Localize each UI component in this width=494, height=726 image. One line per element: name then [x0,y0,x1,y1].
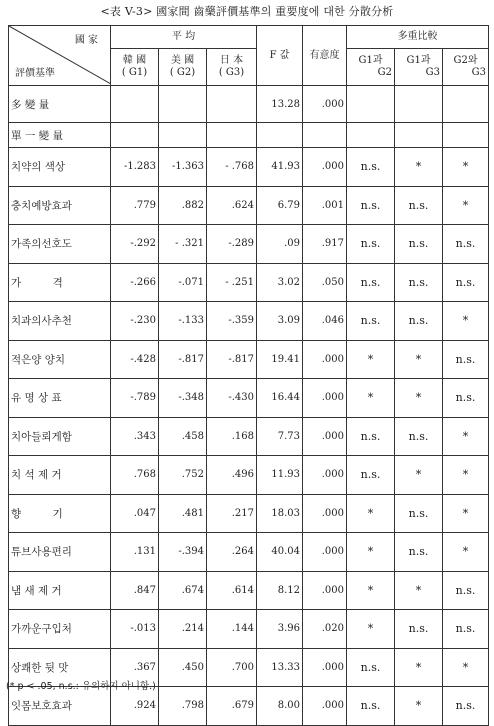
usa-value: .674 [159,571,207,610]
g2-g3-result: * [443,648,489,687]
japan-value: .700 [207,648,257,687]
table-row [9,263,489,302]
usa-value: .458 [159,417,207,456]
usa-header: 美 國 ( G2) [159,49,207,86]
row-label: 잇몸보호효과 [9,687,111,726]
f-value: 19.41 [257,340,303,379]
g1-g3-result: * [395,148,443,187]
g2-g3-result: n.s. [443,263,489,302]
g1-g2-result: * [347,494,395,533]
sig-value: .050 [303,263,347,302]
f-value: 40.04 [257,533,303,572]
g2-g3-result: n.s. [443,379,489,418]
korea-value: -.230 [111,302,159,341]
multivariate-sig: .000 [303,86,347,123]
g1-g3-result: n.s. [395,225,443,264]
f-value: 8.00 [257,687,303,726]
table-body [9,123,489,726]
korea-value: .343 [111,417,159,456]
table-row [9,571,489,610]
row-label: 튜브사용편리 [9,533,111,572]
table-row [9,148,489,187]
g1-g3-result: n.s. [395,417,443,456]
multi-compare-header: 多重比較 [347,26,489,49]
korea-value: -.428 [111,340,159,379]
g1-g3-result: n.s. [395,302,443,341]
g1-g2-result: * [347,610,395,649]
row-label: 가 격 [9,263,111,302]
korea-value: -.292 [111,225,159,264]
footnote: (* p < .05, n.s.: 유의하지 아니함.) [6,681,156,692]
korea-value: -.789 [111,379,159,418]
f-value: 3.09 [257,302,303,341]
significance-header: 有意度 [303,26,347,86]
g2-g3-header: G2와 G3 [443,49,489,86]
usa-value: .450 [159,648,207,687]
japan-value: .679 [207,687,257,726]
multivariate-label: 多 變 量 [9,86,111,123]
row-label: 치약의 색상 [9,148,111,187]
g1-g3-result: * [395,456,443,495]
criteria-axis-label: 評價基準 [15,68,55,79]
japan-value: .264 [207,533,257,572]
korea-value: .131 [111,533,159,572]
multivariate-f: 13.28 [257,86,303,123]
sig-value: .000 [303,148,347,187]
section-label: 單 一 變 量 [9,123,111,148]
korea-value: -.013 [111,610,159,649]
corner-header-cell [9,26,111,86]
japan-header: 日 本 ( G3) [207,49,257,86]
f-value: 3.02 [257,263,303,302]
japan-value: -.359 [207,302,257,341]
g2-g3-result: n.s. [443,225,489,264]
sig-value: .000 [303,571,347,610]
row-label: 가족의선호도 [9,225,111,264]
row-label: 치 석 제 거 [9,456,111,495]
japan-value: -.430 [207,379,257,418]
row-label: 향 기 [9,494,111,533]
japan-value: .144 [207,610,257,649]
table-row [9,610,489,649]
sig-value: .000 [303,379,347,418]
g1-g2-header: G1과 G2 [347,49,395,86]
g2-g3-result: n.s. [443,687,489,726]
sig-value: .001 [303,186,347,225]
average-group-header: 平 均 [111,26,257,49]
japan-value: .217 [207,494,257,533]
japan-value: - .251 [207,263,257,302]
g1-g3-result: n.s. [395,263,443,302]
table-row [9,456,489,495]
usa-value: - .321 [159,225,207,264]
anova-table [8,25,489,726]
table-row [9,379,489,418]
row-label: 충치예방효과 [9,186,111,225]
g2-g3-result: * [443,417,489,456]
table-row [9,417,489,456]
g1-g2-result: n.s. [347,225,395,264]
g2-g3-result: * [443,533,489,572]
f-value-header: F 값 [257,26,303,86]
sig-value: .000 [303,687,347,726]
korea-value: .367 [111,648,159,687]
usa-value: .798 [159,687,207,726]
japan-value: .168 [207,417,257,456]
japan-value: - .768 [207,148,257,187]
japan-value: .614 [207,571,257,610]
usa-value: .214 [159,610,207,649]
sig-value: .046 [303,302,347,341]
g1-g3-result: * [395,379,443,418]
table-row [9,186,489,225]
country-axis-label: 國 家 [74,35,98,46]
sig-value: .000 [303,533,347,572]
usa-value: -.394 [159,533,207,572]
g2-g3-result: * [443,456,489,495]
usa-value: -.071 [159,263,207,302]
f-value: 8.12 [257,571,303,610]
g2-g3-result: n.s. [443,571,489,610]
f-value: 7.73 [257,417,303,456]
g1-g3-header: G1과 G3 [395,49,443,86]
korea-value: .779 [111,186,159,225]
multivariate-row [9,86,489,123]
korea-value: -.266 [111,263,159,302]
row-label: 적은양 양치 [9,340,111,379]
g1-g3-result: n.s. [395,610,443,649]
row-label: 상쾌한 뒷 맛 [9,648,111,687]
f-value: 16.44 [257,379,303,418]
sig-value: .000 [303,417,347,456]
korea-value: .924 [111,687,159,726]
g1-g2-result: n.s. [347,456,395,495]
usa-value: -.133 [159,302,207,341]
korea-value: .047 [111,494,159,533]
f-value: 3.96 [257,610,303,649]
sig-value: .000 [303,456,347,495]
f-value: 41.93 [257,148,303,187]
g1-g2-result: * [347,379,395,418]
sig-value: .917 [303,225,347,264]
f-value: 6.79 [257,186,303,225]
japan-value: .496 [207,456,257,495]
korea-value: .768 [111,456,159,495]
g1-g3-result: * [395,571,443,610]
f-value: .09 [257,225,303,264]
f-value: 18.03 [257,494,303,533]
table-row [9,302,489,341]
g1-g2-result: n.s. [347,417,395,456]
usa-value: .481 [159,494,207,533]
sig-value: .000 [303,340,347,379]
f-value: 13.33 [257,648,303,687]
row-label: 냄 새 제 거 [9,571,111,610]
g1-g3-result: n.s. [395,533,443,572]
g2-g3-result: n.s. [443,610,489,649]
row-label: 치과의사추천 [9,302,111,341]
japan-value: .624 [207,186,257,225]
g2-g3-result: * [443,494,489,533]
g1-g2-result: n.s. [347,148,395,187]
korea-value: -1.283 [111,148,159,187]
g2-g3-result: * [443,186,489,225]
row-label: 치아들뢰게함 [9,417,111,456]
g1-g2-result: n.s. [347,687,395,726]
table-row [9,225,489,264]
g1-g3-result: * [395,648,443,687]
g2-g3-result: n.s. [443,340,489,379]
g1-g2-result: * [347,571,395,610]
g1-g3-result: * [395,340,443,379]
korea-header: 韓 國 ( G1) [111,49,159,86]
row-label: 가까운구입처 [9,610,111,649]
g1-g3-result: n.s. [395,494,443,533]
g1-g2-result: * [347,340,395,379]
sig-value: .020 [303,610,347,649]
table-row [9,340,489,379]
usa-value: .882 [159,186,207,225]
f-value: 11.93 [257,456,303,495]
g2-g3-result: * [443,302,489,341]
sig-value: .000 [303,494,347,533]
table-title: <表 V-3> 國家間 齒藥評價基準의 重要度에 대한 分散分析 [100,5,394,18]
sig-value: .000 [303,648,347,687]
g1-g3-result: n.s. [395,186,443,225]
g1-g2-result: n.s. [347,648,395,687]
usa-value: .752 [159,456,207,495]
g1-g3-result: * [395,687,443,726]
japan-value: -.289 [207,225,257,264]
g1-g2-result: n.s. [347,186,395,225]
row-label: 유 명 상 표 [9,379,111,418]
usa-value: -.348 [159,379,207,418]
table-row [9,533,489,572]
japan-value: -.817 [207,340,257,379]
table-row [9,687,489,726]
header-row-1 [9,26,489,49]
g1-g2-result: n.s. [347,302,395,341]
g2-g3-result: * [443,148,489,187]
usa-value: -1.363 [159,148,207,187]
usa-value: -.817 [159,340,207,379]
g1-g2-result: * [347,533,395,572]
g1-g2-result: n.s. [347,263,395,302]
table-row [9,494,489,533]
korea-value: .847 [111,571,159,610]
section-row [9,123,489,148]
